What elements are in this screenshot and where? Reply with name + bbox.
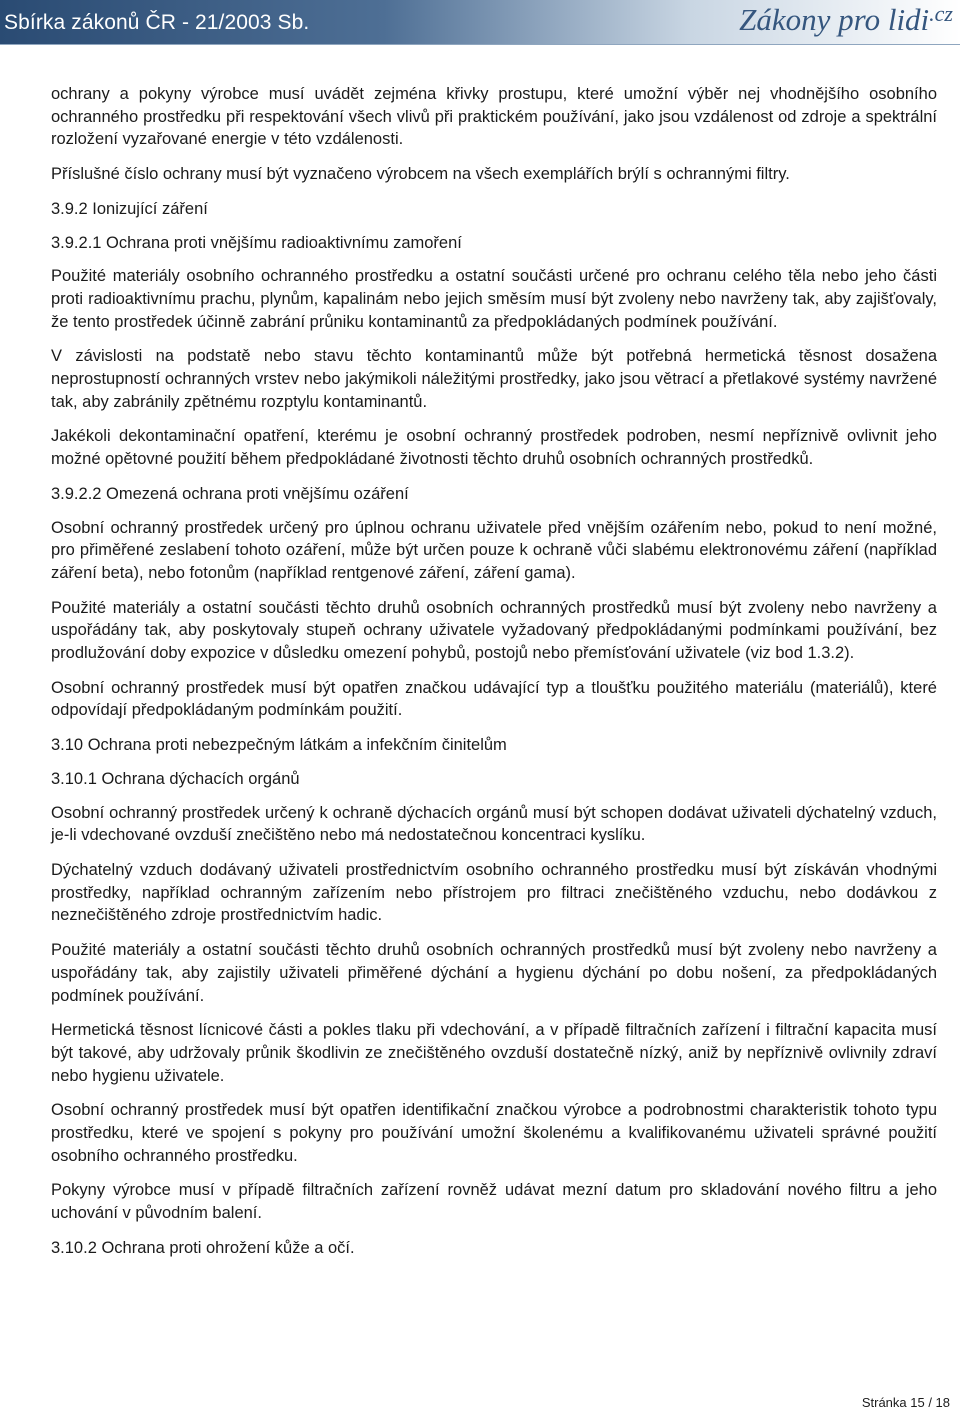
paragraph: Dýchatelný vzduch dodávaný uživateli prostřednictvím osobního ochranného prostředku musí být získáván vhodnými prostředky, například ochranným zařízením nebo přístrojem pro filtraci znečištěného vzduchu, nebo dodávkou z neznečištěného zdroje prostřednictvím hadic. <box>51 860 937 925</box>
paragraph: V závislosti na podstatě nebo stavu těchto kontaminantů může být potřebná hermetická těsnost dosažena neprostupností ochranných vrstev nebo jakýmikoli náležitými prostředky, jako jsou větrací a přetlakové systémy navržené tak, aby zabránily zpětnému rozptylu kontaminantů. <box>51 347 937 411</box>
collection-title: Sbírka zákonů ČR - 21/2003 Sb. <box>4 11 310 34</box>
logo-suffix: .cz <box>929 1 953 26</box>
site-logo[interactable] <box>739 2 953 38</box>
paragraph: Pokyny výrobce musí v případě filtračních zařízení rovněž udávat mezní datum pro skladování nového filtru a jeho uchování v původním balení. <box>51 1181 937 1223</box>
section-heading: 3.9.2 Ionizující záření <box>51 199 208 218</box>
document-body <box>51 83 937 1271</box>
paragraph: Použité materiály osobního ochranného prostředku a ostatní součásti určené pro ochranu celého těla nebo jeho části proti radioaktivnímu prachu, plynům, kapalinám nebo jejich směsím musí být zvoleny nebo navrženy tak, aby zajišťovaly, že tento prostředek účinně zabrání průniku kontaminantů za předpokládaných podmínek používání. <box>51 267 937 331</box>
section-heading: 3.9.2.1 Ochrana proti vnějšímu radioaktivnímu zamoření <box>51 233 462 252</box>
paragraph: Použité materiály a ostatní součásti těchto druhů osobních ochranných prostředků musí být zvoleny nebo navrženy a uspořádány tak, aby poskytovaly stupeň ochrany uživatele vyžadovaný předpokládanými podmínkami používání, bez prodlužování doby expozice v důsledku omezení pohybů, postojů nebo přemísťování uživatele (viz bod 1.3.2). <box>51 598 937 663</box>
paragraph: Osobní ochranný prostředek musí být opatřen značkou udávající typ a tloušťku použitého materiálu (materiálů), které odpovídají předpokládaným podmínkám použití. <box>51 678 937 720</box>
paragraph: Použité materiály a ostatní součásti těchto druhů osobních ochranných prostředků musí být zvoleny nebo navrženy a uspořádány tak, aby zajistily uživateli přiměřené dýchání a hygienu dýchání po dobu nošení, za předpokládaných podmínek používání. <box>51 941 937 1005</box>
paragraph: ochrany a pokyny výrobce musí uvádět zejména křivky prostupu, které umožní výběr nej vhodnějšího osobního ochranného prostředku při respektování všech vlivů při praktickém používání, jako jsou vzdálenost od zdroje a spektrální rozložení vyzařované energie v této vzdálenosti. <box>51 85 937 149</box>
paragraph: Osobní ochranný prostředek musí být opatřen identifikační značkou výrobce a podrobnostmi charakteristik tohoto typu prostředku, které ve spojení s pokyny pro používání umožní školenému a kvalifikovanému uživateli správné použití osobního ochranného prostředku. <box>51 1101 937 1165</box>
paragraph: Hermetická těsnost lícnicové části a pokles tlaku při vdechování, a v případě filtračních zařízení i filtrační kapacita musí být takové, aby udržovaly průnik škodlivin ze znečištěného ovzduší dostatečně nízký, aniž by nepříznivě ovlivnily zdraví nebo hygienu uživatele. <box>51 1021 937 1085</box>
paragraph: Osobní ochranný prostředek určený pro úplnou ochranu uživatele před vnějším ozářením nebo, pokud to není možné, pro přiměřené zeslabení tohoto ozáření, může být určen pouze k ochraně vůči slabému elektronovému záření (například záření beta), nebo fotonům (například rentgenové záření, záření gama). <box>51 518 937 582</box>
logo-text: Zákony pro lidi <box>739 2 930 37</box>
page-number: Stránka 15 / 18 <box>861 1395 950 1410</box>
paragraph: Jakékoli dekontaminační opatření, kterému je osobní ochranný prostředek podroben, nesmí nepříznivě ovlivnit jeho možné opětovné použití během předpokládané životnosti těchto druhů osobních ochranných prostředků. <box>51 427 937 469</box>
page-header <box>0 0 960 45</box>
paragraph: Příslušné číslo ochrany musí být vyznačeno výrobcem na všech exemplářích brýlí s ochrannými filtry. <box>51 165 790 184</box>
section-heading: 3.10.2 Ochrana proti ohrožení kůže a očí. <box>51 1238 355 1257</box>
paragraph: Osobní ochranný prostředek určený k ochraně dýchacích orgánů musí být schopen dodávat uživateli dýchatelný vzduch, je-li vdechované ovzduší znečištěno nebo má nedostatečnou koncentraci kyslíku. <box>51 803 937 845</box>
section-heading: 3.10 Ochrana proti nebezpečným látkám a infekčním činitelům <box>51 736 507 755</box>
section-heading: 3.10.1 Ochrana dýchacích orgánů <box>51 769 300 788</box>
section-heading: 3.9.2.2 Omezená ochrana proti vnějšímu ozáření <box>51 484 409 503</box>
